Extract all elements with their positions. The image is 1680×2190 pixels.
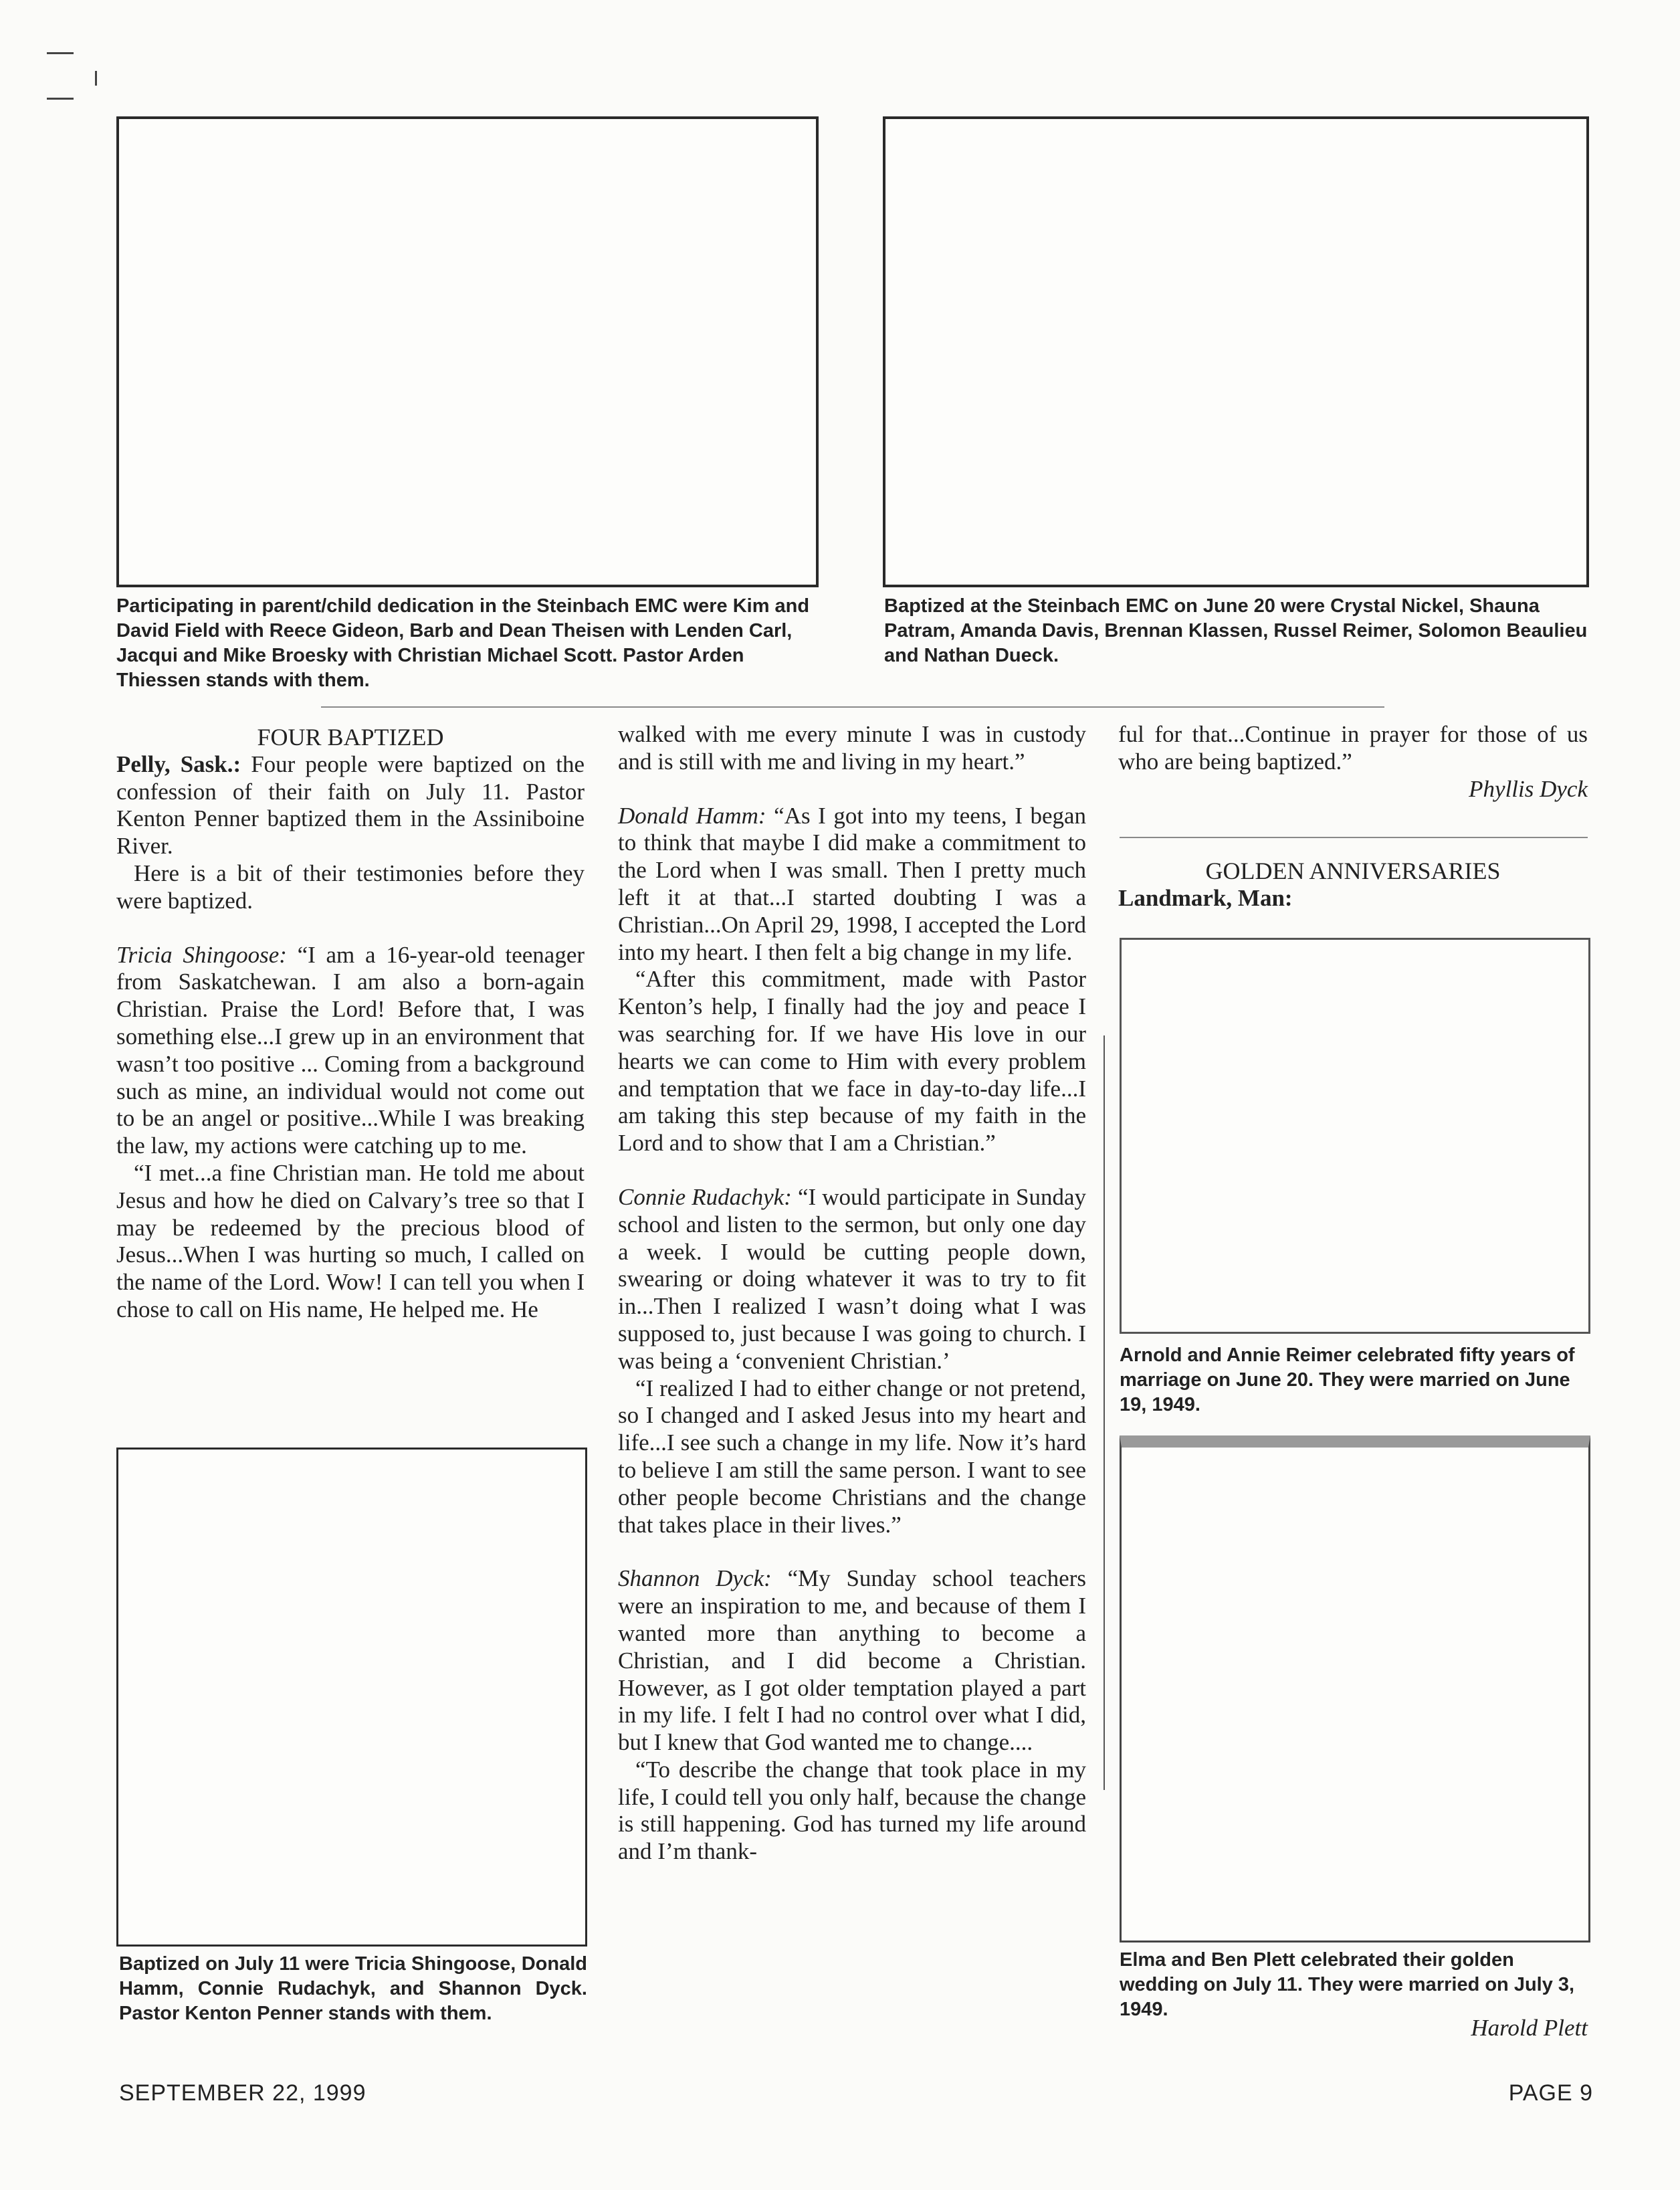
caption-steinbach-baptism: Baptized at the Steinbach EMC on June 20 were Crystal Nickel, Shauna Patram, Amanda Davis, Brennan Klassen, Russel Reimer, Solomon Beaulieu and Nathan Dueck. — [884, 595, 1588, 666]
testimony-text: “To describe the change that took place in my life, I could tell you only half, because the change is still happening. God has turned my life around and I’m thank- — [618, 1756, 1086, 1865]
testimony-name: Donald Hamm: — [618, 802, 766, 829]
photo-steinbach-baptism — [883, 116, 1589, 587]
caption-plett-couple: Elma and Ben Plett celebrated their golden wedding on July 11. They were married on July 3, 1949. — [1120, 1949, 1575, 2020]
intro-text-2: Here is a bit of their testimonies before they were baptized. — [116, 860, 585, 914]
photo-dedication — [116, 116, 819, 587]
author-signature: Phyllis Dyck — [1469, 775, 1588, 802]
article-four-baptized-col3 — [1118, 721, 1588, 803]
testimony-text: “As I got into my teens, I began to think that maybe I did make a commitment to the Lord when I was small. Then I pretty much left it at that...I started doubting I was a Christian...On April 29, 1998, I accepted the Lord into my heart. I then felt a big change in my life. — [618, 802, 1087, 965]
footer-date: SEPTEMBER 22, 1999 — [119, 2080, 366, 2106]
testimony-text: “I met...a fine Christian man. He told me about Jesus and how he died on Calvary’s tree so that I may be redeemed by the precious blood of Jesus...When I was hurting so much, I called on the name of the Lord. Wow! I can tell you when I chose to call on His name, He helped me. He — [116, 1159, 585, 1322]
photo-reimer-couple — [1120, 938, 1590, 1334]
caption-pelly-baptism: Baptized on July 11 were Tricia Shingoose, Donald Hamm, Connie Rudachyk, and Shannon Dyck. Pastor Kenton Penner stands with them. — [119, 1953, 587, 2024]
testimony-text: “I am a 16-year-old teenager from Saskatchewan. I am also a born-again Christian. Praise the Lord! Before that, I was something else...I grew up in an environment that wasn’t too positive ... Coming from a background such as mine, an individual would not come out to be an angel or positive...While I was breaking the law, my actions were catching up to me. — [116, 941, 585, 1159]
testimony-name: Tricia Shingoose: — [116, 941, 287, 968]
caption-dedication: Participating in parent/child dedication in the Steinbach EMC were Kim and David Field with Reece Gideon, Barb and Dean Theisen with Lenden Carl, Jacqui and Mike Broesky with Christian Michael Scott. Pastor Arden Thiessen stands with them. — [116, 595, 810, 691]
scan-mark — [47, 52, 74, 54]
testimony-text: ful for that...Continue in prayer for those of us who are being baptized.” — [1118, 721, 1588, 775]
article-heading: FOUR BAPTIZED — [257, 724, 444, 751]
caption-reimer-couple: Arnold and Annie Reimer celebrated fifty years of marriage on June 20. They were married on June 19, 1949. — [1120, 1345, 1575, 1415]
divider — [321, 706, 1384, 708]
scan-mark — [47, 98, 74, 100]
author-signature: Harold Plett — [1471, 2015, 1588, 2041]
article-four-baptized-col2 — [618, 721, 1086, 1866]
anniversary-signature-wrap — [1118, 2015, 1588, 2042]
scan-mark — [95, 71, 97, 86]
testimony-name: Connie Rudachyk: — [618, 1183, 792, 1210]
divider — [1120, 837, 1588, 838]
testimony-text: “I would participate in Sunday school and listen to the sermon, but only one day a week. I would be cutting people down, swearing or doing whatever it was to try to fit in...Then I realized I wasn’t doing what I was supposed to, just because I was going to church. I was being a ‘convenient Christian.’ — [618, 1183, 1087, 1374]
dateline: Pelly, Sask.: — [116, 751, 241, 777]
testimony-text: “My Sunday school teachers were an inspiration to me, and because of them I wanted more than anything to become a Christian, and I did become a Christian. However, as I got older temptation played a part in my life. I felt I had no control over what I did, but I knew that God wanted me to change.... — [618, 1565, 1086, 1756]
page-number: PAGE 9 — [1508, 2080, 1593, 2106]
article-four-baptized-col1 — [116, 724, 585, 1324]
article-heading: GOLDEN ANNIVERSARIES — [1205, 858, 1501, 884]
testimony-text: walked with me every minute I was in custody and is still with me and living in my heart.” — [618, 721, 1086, 775]
column-rule — [1104, 1035, 1105, 1790]
article-anniversaries — [1118, 858, 1588, 912]
intro-text: Four people were baptized on the confession of their faith on July 11. Pastor Kenton Penner baptized them in the Assiniboine River. — [116, 751, 585, 860]
testimony-name: Shannon Dyck: — [618, 1565, 772, 1592]
dateline: Landmark, Man: — [1118, 884, 1293, 911]
testimony-text: “I realized I had to either change or not pretend, so I changed and I asked Jesus into my heart and life...I see such a change in my life. Now it’s hard to believe I am still the same person. I want to see other people become Christians and the change that takes place in their lives.” — [618, 1375, 1086, 1538]
photo-pelly-baptism — [116, 1448, 587, 1947]
photo-plett-couple — [1120, 1435, 1590, 1943]
testimony-text: “After this commitment, made with Pastor Kenton’s help, I finally had the joy and peace I was searching for. If we have His love in our hearts we can come to Him with every problem and temptation that we face in day-to-day life...I am taking this step because of my faith in the Lord and to show that I am a Christian.” — [618, 966, 1086, 1157]
